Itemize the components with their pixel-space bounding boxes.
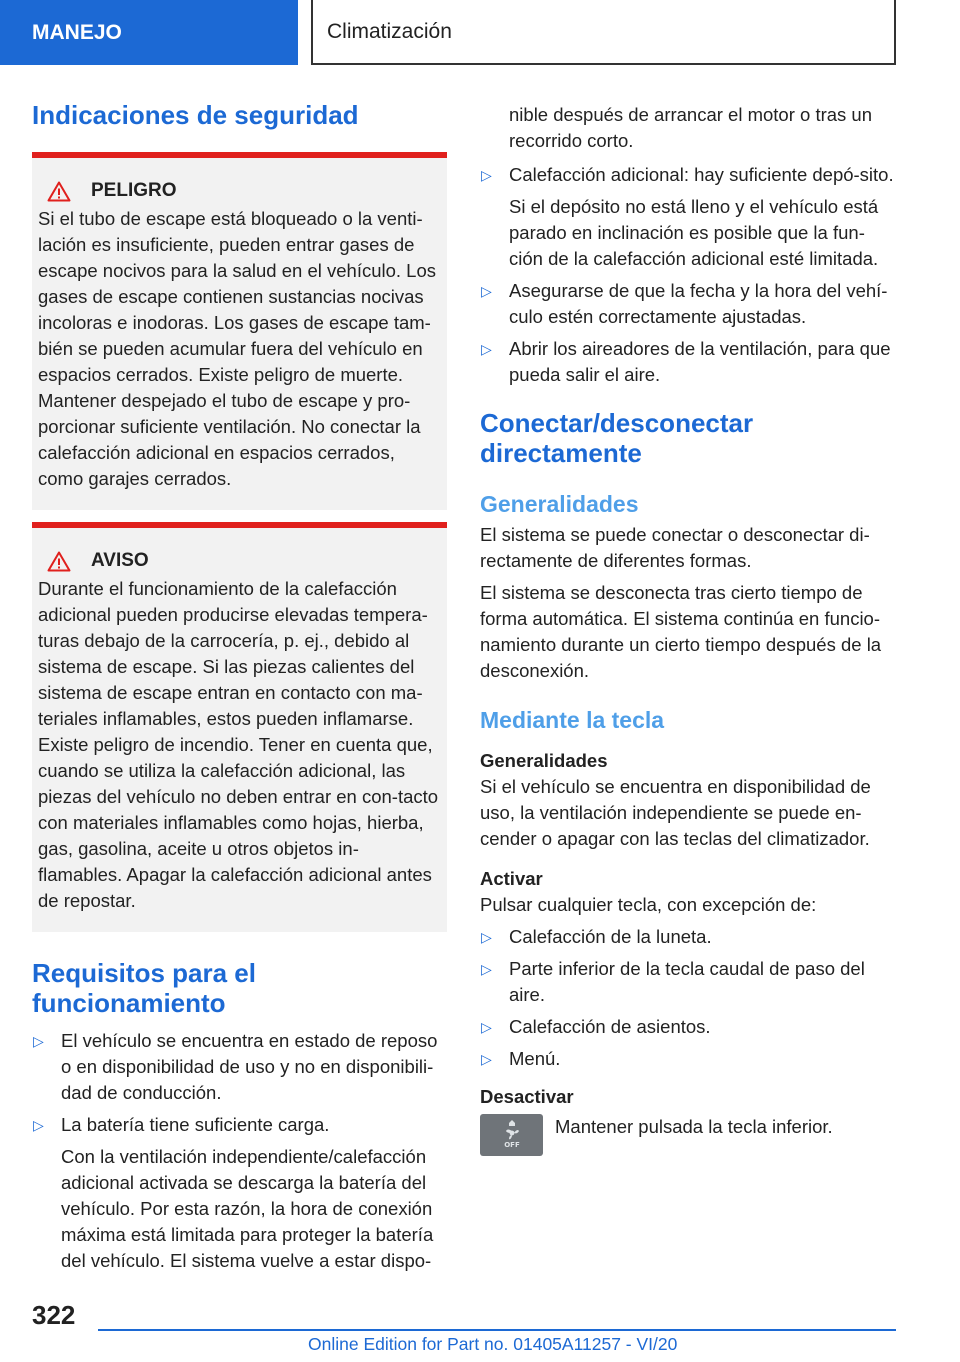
list-item: ▷ Calefacción adicional: hay suficiente depó-sito. Si el depósito no está lleno y el vehículo está parado en inclinación es posible que la fun-ción de la calefacción adicional esté limitada. xyxy=(480,162,898,272)
triangle-bullet-icon: ▷ xyxy=(481,167,492,183)
warning-triangle-icon xyxy=(47,181,71,202)
chapter-label: Climatización xyxy=(327,19,452,43)
triangle-bullet-icon: ▷ xyxy=(481,1051,492,1067)
deactivate-row xyxy=(480,1114,898,1156)
tank-note: Si el depósito no está lleno y el vehículo está parado en inclinación es posible que la fun-ción de la calefacción adicional esté limitada. xyxy=(509,196,879,269)
list-item: ▷ Asegurarse de que la fecha y la hora del vehí-culo estén correctamente ajustadas. xyxy=(481,280,888,327)
left-column xyxy=(32,100,447,1280)
activate-exceptions-list xyxy=(480,924,898,1072)
triangle-bullet-icon: ▷ xyxy=(33,1033,44,1049)
section-tab xyxy=(0,0,298,65)
list-item: ▷ El vehículo se encuentra en estado de reposo o en disponibilidad de uso y no en disponibili-dad de conducción. xyxy=(33,1030,438,1103)
danger-heading xyxy=(38,178,441,204)
svg-text:OFF: OFF xyxy=(503,1141,520,1149)
right-column xyxy=(480,102,898,1156)
key-general-title: Generalidades xyxy=(480,750,608,771)
key-subtitle: Mediante la tecla xyxy=(480,707,665,733)
warning-triangle-icon xyxy=(47,551,71,572)
notice-text: Durante el funcionamiento de la calefacción adicional pueden producirse elevadas tempera-turas debajo de la carrocería, p. ej., debido al sistema de escape. Si las piezas calientes del sistema de escape entran en contacto con ma-teriales inflamables, estos pueden inflamarse. Existe peligro de incendio. Tener en cuenta que, cuando se utiliza la calefacción adicional, las piezas del vehículo no deben entrar en con-tacto con materiales inflamables como hojas, hierba, gas, gasolina, aceite u otros objetos in-flamables. Apagar la calefacción adicional antes de repostar. xyxy=(38,578,439,911)
triangle-bullet-icon: ▷ xyxy=(481,929,492,945)
notice-box xyxy=(32,522,447,932)
chapter-tab xyxy=(311,0,896,65)
triangle-bullet-icon: ▷ xyxy=(33,1117,44,1133)
requirements-list-continued xyxy=(480,162,898,388)
danger-box xyxy=(32,152,447,510)
list-item: ▷ Calefacción de la luneta. xyxy=(480,924,898,950)
triangle-bullet-icon: ▷ xyxy=(481,283,492,299)
list-item: ▷ Parte inferior de la tecla caudal de paso del aire. xyxy=(481,958,865,1005)
deactivate-text: Mantener pulsada la tecla inferior. xyxy=(555,1116,833,1137)
list-item: ▷ La batería tiene suficiente carga. Con la ventilación independiente/calefacción adicional activada se descarga la batería del vehículo. Por esta razón, la hora de conexión máxima está limitada para proteger la batería del vehículo. El sistema vuelve a estar dispo- xyxy=(32,1112,447,1274)
section-label: MANEJO xyxy=(32,20,122,44)
triangle-bullet-icon: ▷ xyxy=(481,961,492,977)
direct-title: Conectar/desconectar directamente xyxy=(480,408,754,468)
list-item: ▷ Menú. xyxy=(480,1046,898,1072)
danger-text: Si el tubo de escape está bloqueado o la venti-lación es insuficiente, pueden entrar gases de escape nocivos para la salud en el vehículo. Los gases de escape contienen sustancias nocivas incoloras e inodoras. Los gases de escape tam-bién se pueden acumular fuera del vehículo en espacios cerrados. Existe peligro de muerte. Mantener despejado el tubo de escape y pro-porcionar suficiente ventilación. No conectar la calefacción adicional en espacios cerrados, como garajes cerrados. xyxy=(38,208,437,489)
danger-label: PELIGRO xyxy=(91,180,177,201)
list-item: ▷ Abrir los aireadores de la ventilación, para que pueda salir el aire. xyxy=(481,338,891,385)
triangle-bullet-icon: ▷ xyxy=(481,341,492,357)
list-item: ▷ Calefacción de asientos. xyxy=(480,1014,898,1040)
general-paragraph-1: El sistema se puede conectar o desconectar di-rectamente de diferentes formas. xyxy=(480,524,870,571)
safety-title: Indicaciones de seguridad xyxy=(32,100,359,130)
footer-divider xyxy=(98,1329,896,1331)
notice-heading xyxy=(38,548,441,574)
key-general-text: Si el vehículo se encuentra en disponibilidad de uso, la ventilación independiente se puede en-cender o apagar con las teclas del climatizador. xyxy=(480,776,871,849)
requirements-title: Requisitos para el funcionamiento xyxy=(32,958,256,1018)
triangle-bullet-icon: ▷ xyxy=(481,1019,492,1035)
notice-label: AVISO xyxy=(91,550,149,571)
deactivate-title: Desactivar xyxy=(480,1086,574,1107)
fan-off-key-icon xyxy=(480,1114,543,1156)
page-number: 322 xyxy=(32,1300,76,1330)
general-paragraph-2: El sistema se desconecta tras cierto tiempo de forma automática. El sistema continúa en funcio-namiento durante un cierto tiempo después de la desconexión. xyxy=(480,582,882,681)
activate-text: Pulsar cualquier tecla, con excepción de: xyxy=(480,894,817,915)
edition-note: Online Edition for Part no. 01405A11257 - VI/20 xyxy=(308,1334,678,1354)
general-subtitle: Generalidades xyxy=(480,491,639,517)
continued-text: nible después de arrancar el motor o tras un recorrido corto. xyxy=(509,104,873,151)
requirements-list xyxy=(32,1028,447,1274)
battery-note: Con la ventilación independiente/calefacción adicional activada se descarga la batería del vehículo. Por esta razón, la hora de conexión máxima está limitada para proteger la batería del vehículo. El sistema vuelve a estar dispo- xyxy=(61,1146,434,1271)
activate-title: Activar xyxy=(480,868,543,889)
